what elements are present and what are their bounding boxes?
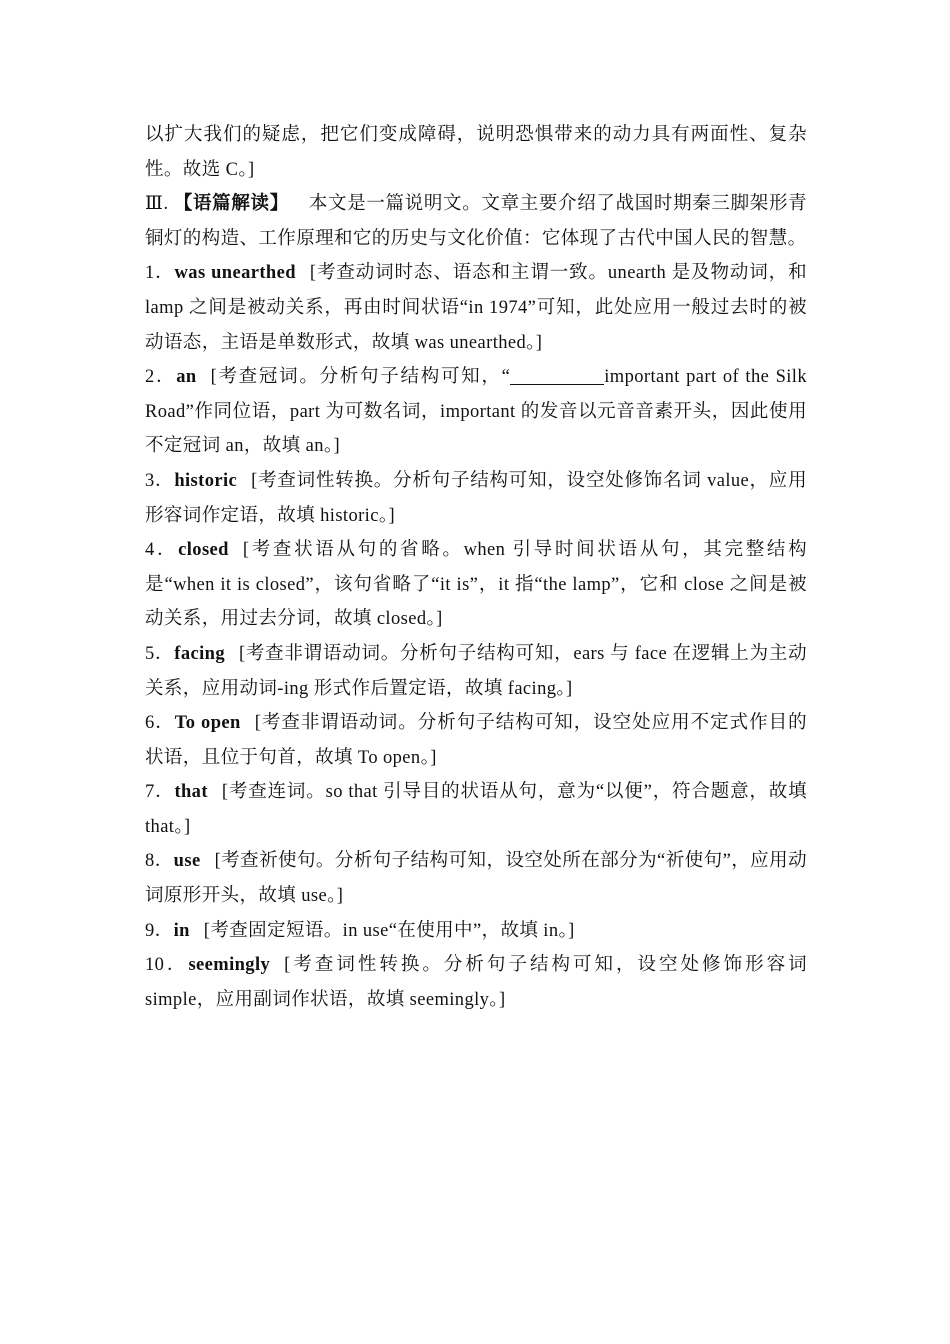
- item-number: 3．: [145, 470, 175, 491]
- item-explanation: [考查固定短语。in use“在使用中”，故填 in。]: [203, 920, 575, 941]
- answer-explanations: [145, 118, 807, 1017]
- item-answer: To open: [174, 713, 241, 734]
- section-3-paragraph: [145, 187, 807, 256]
- item-answer: historic: [174, 470, 238, 491]
- item-answer: in: [173, 920, 190, 941]
- item-answer: was unearthed: [174, 263, 296, 284]
- item-answer: that: [174, 782, 208, 803]
- intro-paragraph: [145, 118, 807, 187]
- item-answer: an: [176, 367, 197, 388]
- answer-item-5: [145, 637, 807, 706]
- item-answer: closed: [178, 540, 229, 561]
- answer-item-10: [145, 948, 807, 1017]
- answer-item-3: [145, 464, 807, 533]
- intro-text: 以扩大我们的疑虑，把它们变成障碍，说明恐惧带来的动力具有两面性、复杂性。故选 C。]: [145, 125, 807, 180]
- item-number: 5．: [145, 643, 175, 664]
- item-number: 2．: [145, 367, 177, 388]
- answer-item-4: [145, 533, 807, 637]
- item-number: 9．: [145, 920, 174, 941]
- item-explanation: [考查祈使句。分析句子结构可知，设空处所在部分为“祈使句”，应用动词原形开头，故填 use。]: [145, 851, 807, 907]
- answer-item-8: [145, 844, 807, 913]
- item-explanation: [考查词性转换。分析句子结构可知，设空处修饰名词 value，应用形容词作定语，故填 historic。]: [145, 470, 807, 526]
- section-3-numeral: Ⅲ.: [145, 194, 169, 215]
- item-explanation-continued: important part of the Silk Road”作同位语，part 为可数名词，important 的发音以元音音素开头，因此使用不定冠词 an，故填 an。]: [145, 367, 807, 457]
- item-explanation: [考查词性转换。分析句子结构可知，设空处修饰形容词 simple，应用副词作状语，故填 seemingly。]: [145, 955, 808, 1010]
- item-explanation: [考查非谓语动词。分析句子结构可知，ears 与 face 在逻辑上为主动关系，应用动词-ing 形式作后置定语，故填 facing。]: [145, 643, 807, 699]
- answer-item-1: [145, 256, 807, 360]
- item-number: 6．: [145, 713, 175, 734]
- answer-item-7: [145, 775, 807, 844]
- item-explanation: [考查状语从句的省略。when 引导时间状语从句，其完整结构是“when it is closed”，该句省略了“it is”，it 指“the lamp”，它和 close 之间是被动关系，用过去分词，故填 closed。]: [145, 540, 807, 630]
- item-number: 10．: [145, 955, 189, 976]
- answer-item-9: [145, 914, 807, 949]
- item-explanation: [考查连词。so that 引导目的状语从句，意为“以便”，符合题意，故填 that。]: [145, 782, 807, 837]
- answer-item-6: [145, 706, 807, 775]
- item-answer: seemingly: [188, 955, 271, 976]
- item-number: 4．: [145, 540, 179, 561]
- section-3-label: 【语篇解读】: [173, 194, 289, 215]
- item-number: 8．: [145, 851, 174, 872]
- item-explanation: [考查动词时态、语态和主谓一致。unearth 是及物动词，和 lamp 之间是被动关系，再由时间状语“in 1974”可知，此处应用一般过去时的被动语态，主语是单数形式，故填 was unearthed。]: [145, 263, 807, 353]
- item-answer: use: [173, 851, 201, 872]
- item-number: 7．: [145, 782, 175, 803]
- section-3-text: 本文是一篇说明文。文章主要介绍了战国时期秦三脚架形青铜灯的构造、工作原理和它的历史与文化价值：它体现了古代中国人民的智慧。: [145, 194, 808, 249]
- item-number: 1．: [145, 263, 175, 284]
- item-explanation: [考查冠词。分析句子结构可知，“: [210, 367, 511, 388]
- item-explanation: [考查非谓语动词。分析句子结构可知，设空处应用不定式作目的状语，且位于句首，故填 To open。]: [145, 713, 807, 768]
- fill-blank-line: [510, 364, 604, 385]
- item-answer: facing: [174, 643, 225, 664]
- answer-item-2: [145, 360, 807, 464]
